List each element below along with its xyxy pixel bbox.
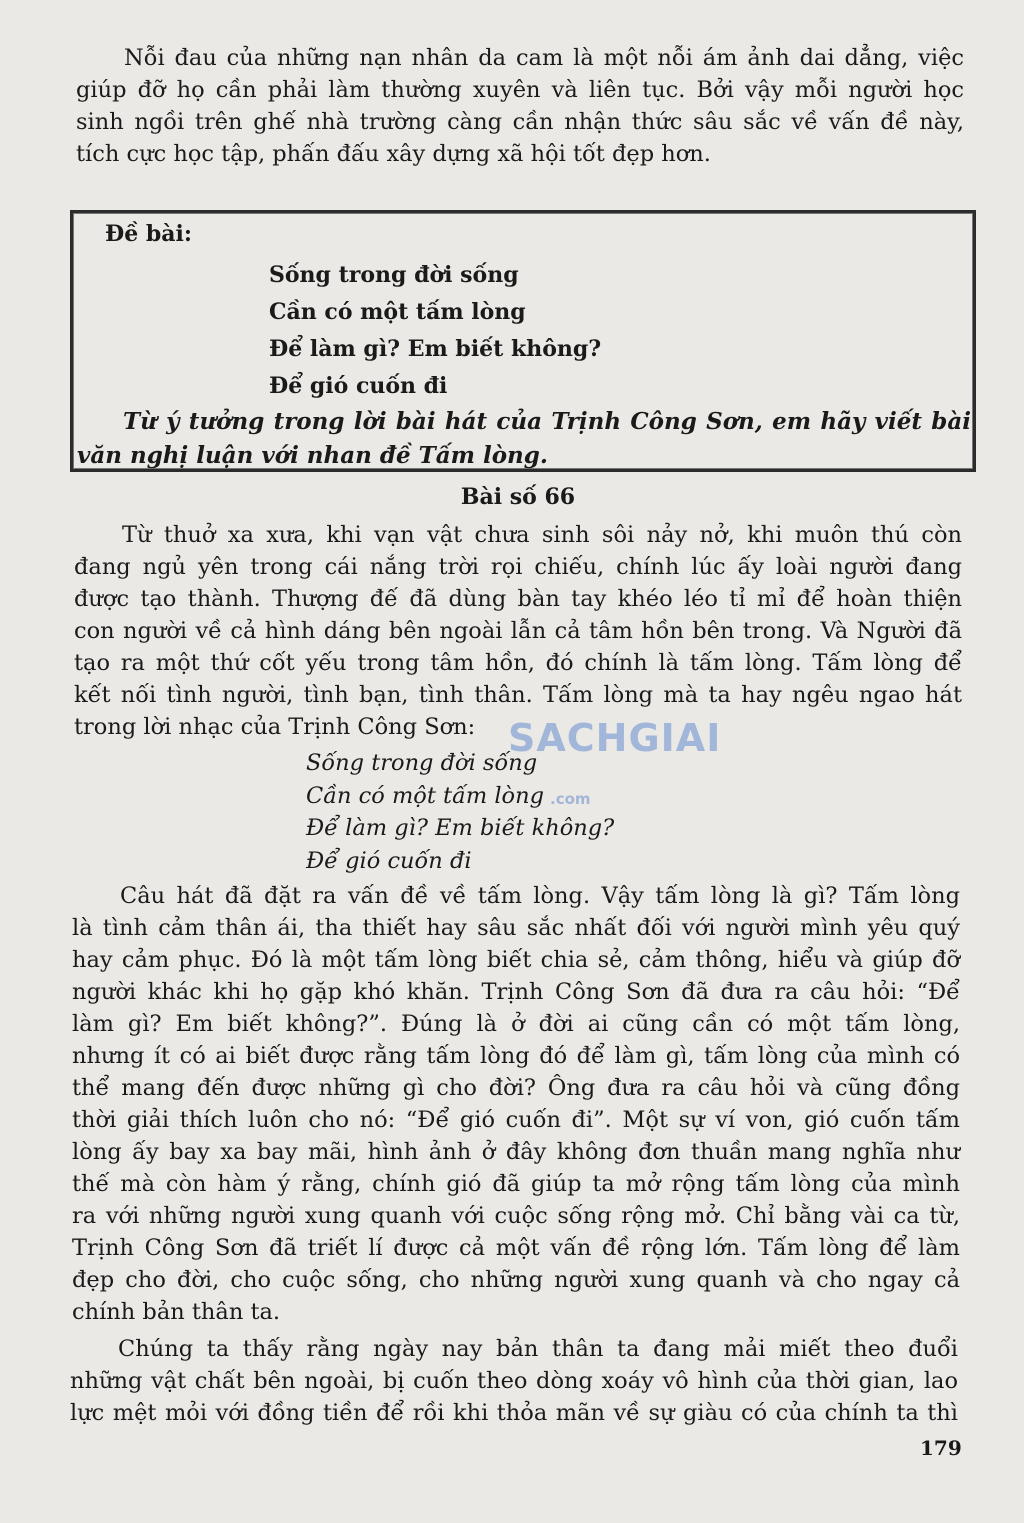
task-line: văn nghị luận với nhan đề Tấm lòng.	[77, 442, 548, 469]
page-number: 179	[920, 1436, 962, 1460]
essay-heading: Bài số 66	[460, 484, 576, 510]
text-line: thể mang đến được những gì cho đời? Ông đưa ra câu hỏi và cũng đồng	[72, 1075, 960, 1101]
paragraph-3	[70, 1333, 958, 1429]
text-line: Trịnh Công Sơn đã triết lí được cả một vấn đề rộng lớn. Tấm lòng để làm	[72, 1235, 960, 1261]
text-line: chính bản thân ta.	[72, 1299, 281, 1325]
text-line: lực mệt mỏi với đồng tiền để rồi khi thỏa mãn về sự giàu có của chính ta thì	[70, 1400, 958, 1426]
quote-line: Để làm gì? Em biết không?	[306, 815, 615, 841]
text-line: người khác khi họ gặp khó khăn. Trịnh Công Sơn đã đưa ra câu hỏi: “Để	[72, 979, 960, 1005]
text-line: trong lời nhạc của Trịnh Công Sơn:	[74, 714, 476, 740]
text-line: sinh ngồi trên ghế nhà trường càng cần nhận thức sâu sắc về vấn đề này,	[76, 109, 964, 135]
text-line: Câu hát đã đặt ra vấn đề về tấm lòng. Vậy tấm lòng là gì? Tấm lòng	[120, 883, 960, 909]
prompt-poem	[269, 257, 601, 405]
text-line: lòng ấy bay xa bay mãi, hình ảnh ở đây không đơn thuần mang nghĩa như	[72, 1139, 960, 1165]
watermark-logo: SACHGIAI	[508, 716, 722, 760]
text-line: giúp đỡ họ cần phải làm thường xuyên và liên tục. Bởi vậy mỗi người học	[76, 77, 964, 103]
poem-line: Để gió cuốn đi	[269, 373, 448, 399]
text-line: hay cảm phục. Đó là một tấm lòng biết chia sẻ, cảm thông, hiểu và giúp đỡ	[72, 947, 960, 973]
text-line: làm gì? Em biết không?”. Đúng là ở đời ai cũng cần có một tấm lòng,	[72, 1011, 960, 1037]
paragraph-2	[72, 880, 960, 1328]
quote-line: Sống trong đời sống	[306, 750, 538, 776]
prompt-label: Đề bài:	[105, 221, 193, 247]
song-quote	[306, 747, 614, 877]
paragraph-1	[74, 519, 962, 743]
text-line: tích cực học tập, phấn đấu xây dựng xã hội tốt đẹp hơn.	[76, 141, 711, 167]
text-line: kết nối tình người, tình bạn, tình thân. Tấm lòng mà ta hay ngêu ngao hát	[74, 682, 962, 708]
prompt-task	[77, 405, 971, 473]
text-line: đẹp cho đời, cho cuộc sống, cho những người xung quanh và cho ngay cả	[72, 1267, 960, 1293]
text-line: Từ thuở xa xưa, khi vạn vật chưa sinh sôi nảy nở, khi muôn thú còn	[122, 522, 962, 548]
poem-line: Sống trong đời sống	[269, 262, 519, 288]
poem-line: Cần có một tấm lòng	[269, 299, 526, 325]
intro-paragraph	[76, 42, 964, 170]
text-line: Nỗi đau của những nạn nhân da cam là một nỗi ám ảnh dai dẳng, việc	[124, 45, 964, 71]
prompt-box	[70, 210, 976, 472]
text-line: tạo ra một thứ cốt yếu trong tâm hồn, đó chính là tấm lòng. Tấm lòng để	[74, 650, 962, 676]
text-line: Chúng ta thấy rằng ngày nay bản thân ta đang mải miết theo đuổi	[118, 1336, 958, 1362]
watermark-domain: .com	[550, 790, 591, 808]
text-line: là tình cảm thân ái, tha thiết hay sâu sắc nhất đối với người mình yêu quý	[72, 915, 960, 941]
text-line: đang ngủ yên trong cái nắng trời rọi chiếu, chính lúc ấy loài người đang	[74, 554, 962, 580]
quote-line: Để gió cuốn đi	[306, 847, 472, 874]
text-line: được tạo thành. Thượng đế đã dùng bàn tay khéo léo tỉ mỉ để hoàn thiện	[74, 586, 962, 612]
text-line: ra với những người xung quanh với cuộc sống rộng mở. Chỉ bằng vài ca từ,	[72, 1203, 960, 1229]
text-line: thời giải thích luôn cho nó: “Để gió cuốn đi”. Một sự ví von, gió cuốn tấm	[72, 1107, 960, 1133]
text-line: nhưng ít có ai biết được rằng tấm lòng đó để làm gì, tấm lòng của mình có	[72, 1043, 960, 1069]
quote-line: Cần có một tấm lòng	[306, 782, 544, 809]
poem-line: Để làm gì? Em biết không?	[269, 336, 602, 362]
text-line: thế mà còn hàm ý rằng, chính gió đã giúp ta mở rộng tấm lòng của mình	[72, 1171, 960, 1197]
text-line: những vật chất bên ngoài, bị cuốn theo dòng xoáy vô hình của thời gian, lao	[70, 1368, 958, 1394]
task-line: Từ ý tưởng trong lời bài hát của Trịnh Công Sơn, em hãy viết bài	[123, 408, 971, 435]
text-line: con người về cả hình dáng bên ngoài lẫn cả tâm hồn bên trong. Và Người đã	[74, 618, 962, 644]
